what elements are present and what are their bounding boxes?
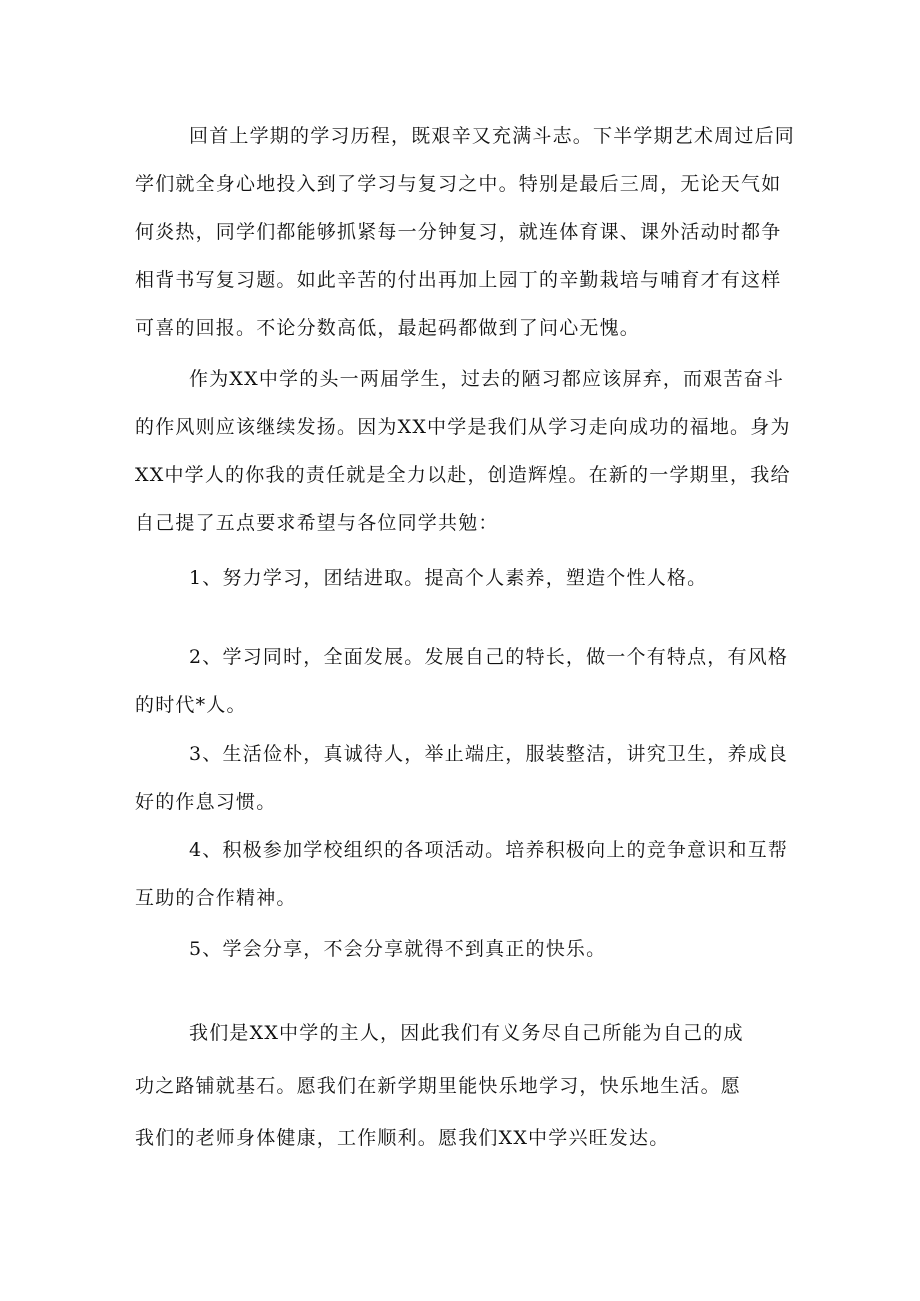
paragraph-line: 作为XX中学的头一两届学生，过去的陋习都应该屏弃，而艰苦奋斗	[189, 368, 785, 390]
paragraph-line: 回首上学期的学习历程，既艰辛又充满斗志。下半学期艺术周过后同	[189, 125, 796, 147]
list-item: 5、学会分享，不会分享就得不到真正的快乐。	[189, 938, 607, 960]
list-item: 3、生活俭朴，真诚待人，举止端庄，服装整洁，讲究卫生，养成良	[189, 743, 789, 765]
list-item: 4、积极参加学校组织的各项活动。培养积极向上的竞争意识和互帮	[189, 839, 789, 861]
paragraph-line: 的作风则应该继续发扬。因为XX中学是我们从学习走向成功的福地。身为	[135, 416, 791, 438]
list-item-continuation: 的时代*人。	[135, 694, 247, 716]
paragraph-line: 相背书写复习题。如此辛苦的付出再加上园丁的辛勤栽培与哺育才有这样	[135, 269, 782, 291]
paragraph-line: XX中学人的你我的责任就是全力以赴，创造辉煌。在新的一学期里，我给	[135, 464, 791, 486]
list-item: 2、学习同时，全面发展。发展自己的特长，做一个有特点，有风格	[189, 646, 789, 668]
paragraph-line: 学们就全身心地投入到了学习与复习之中。特别是最后三周，无论天气如	[135, 173, 782, 195]
list-item-continuation: 互助的合作精神。	[135, 887, 297, 909]
paragraph-line: 何炎热，同学们都能够抓紧每一分钟复习，就连体育课、课外活动时都争	[135, 221, 782, 243]
paragraph-line: 我们的老师身体健康，工作顺利。愿我们XX中学兴旺发达。	[135, 1127, 670, 1149]
paragraph-line: 可喜的回报。不论分数高低，最起码都做到了问心无愧。	[135, 317, 641, 339]
paragraph-line: 功之路铺就基石。愿我们在新学期里能快乐地学习，快乐地生活。愿	[135, 1075, 742, 1097]
list-item-continuation: 好的作息习惯。	[135, 791, 277, 813]
paragraph-line: 自己提了五点要求希望与各位同学共勉：	[135, 512, 499, 534]
paragraph-line: 我们是XX中学的主人，因此我们有义务尽自己所能为自己的成	[189, 1022, 744, 1044]
list-item: 1、努力学习，团结进取。提高个人素养，塑造个性人格。	[189, 567, 708, 589]
